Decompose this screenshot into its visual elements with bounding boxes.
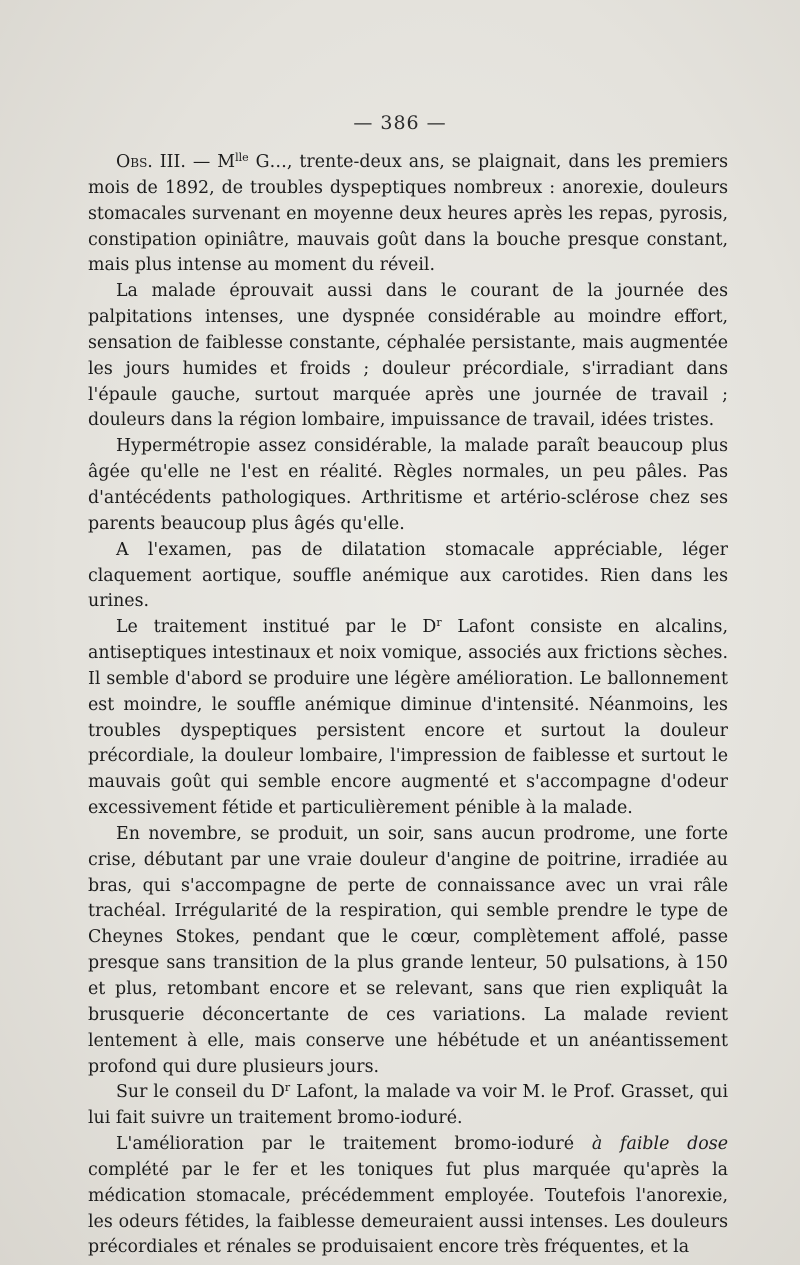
italic-emphasis: à faible dose — [591, 1134, 728, 1155]
paragraph-text: Lafont consiste en alcalins, antiseptiques intestinaux et noix vomique, associés aux frictions sèches. Il semble d'abord se produire une légère amélioration. Le ballonnement est moindre, le souffle anémique diminue d'intensité. Néanmoins, les troubles dyspeptiques persistent encore et surtout la douleur précordiale, la douleur lombaire, l'impression de faiblesse et surtout le mauvais goût qui semble encore augmenté et s'accompagne d'odeur excessivement fétide et particulièrement pénible à la malade. — [88, 617, 728, 819]
title-superscript: lle — [235, 151, 249, 164]
paragraph-observation-header — [88, 150, 728, 279]
page-number: — 386 — — [353, 112, 447, 134]
doctor-superscript: r — [436, 616, 442, 630]
paragraph-text: Lafont, la malade va voir M. le Prof. Grasset, qui lui fait suivre un traitement bromo-ioduré. — [88, 1082, 729, 1129]
paragraph: A l'examen, pas de dilatation stomacale appréciable, léger claquement aortique, souffle anémique aux carotides. Rien dans les urines. — [88, 539, 728, 612]
paragraph-text: Sur le conseil du D — [116, 1082, 285, 1103]
paragraph-text: Le traitement institué par le D — [116, 617, 437, 638]
paragraph: La malade éprouvait aussi dans le courant de la journée des palpitations intenses, une dyspnée considérable au moindre effort, sensation de faiblesse constante, céphalée persistante, mais augmentée les jours humides et froids ; douleur précordiale, s'irradiant dans l'épaule gauche, surtout marquée après une journée de travail ; douleurs dans la région lombaire, impuissance de travail, idées tristes. — [88, 281, 728, 431]
paragraph — [88, 1132, 728, 1261]
paragraph-text: G…, trente-deux ans, se plaignait, dans les premiers mois de 1892, de troubles dyspeptiques nombreux : anorexie, douleurs stomacales survenant en moyenne deux heures après les repas, pyrosis, constipation opiniâtre, mauvais goût dans la bouche presque constant, mais plus intense au moment du réveil. — [88, 152, 729, 276]
paragraph-text: complété par le fer et les toniques fut plus marquée qu'après la médication stomacale, précédemment employée. Toutefois l'anorexie, les odeurs fétides, la faiblesse demeuraient aussi intenses. Les douleurs précordiales et rénales se produisaient encore très fréquentes, et la — [88, 1159, 728, 1258]
observation-label: Obs. III. — M — [116, 152, 236, 172]
doctor-superscript: r — [284, 1081, 291, 1095]
paragraph-text: L'amélioration par le traitement bromo-ioduré — [116, 1134, 592, 1155]
body-text — [88, 150, 728, 1261]
paragraph: Hypermétropie assez considérable, la malade paraît beaucoup plus âgée qu'elle ne l'est en réalité. Règles normales, un peu pâles. Pas d'antécédents pathologiques. Arthritisme et artério-sclérose chez ses parents beaucoup plus âgés qu'elle. — [88, 436, 728, 534]
paragraph: En novembre, se produit, un soir, sans aucun prodrome, une forte crise, débutant par une vraie douleur d'angine de poitrine, irradiée au bras, qui s'accompagne de perte de connaissance avec un vrai râle trachéal. Irrégularité de la respiration, qui semble prendre le type de Cheynes Stokes, pendant que le cœur, complètement affolé, passe presque sans transition de la plus grande lenteur, 50 pulsations, à 150 et plus, retombant encore et se relevant, sans que rien expliquât la brusquerie déconcertante de ces variations. La malade revient lentement à elle, mais conserve une hébétude et un anéantissement profond qui dure plusieurs jours. — [88, 823, 728, 1077]
paragraph — [88, 615, 728, 822]
paragraph — [88, 1080, 728, 1132]
